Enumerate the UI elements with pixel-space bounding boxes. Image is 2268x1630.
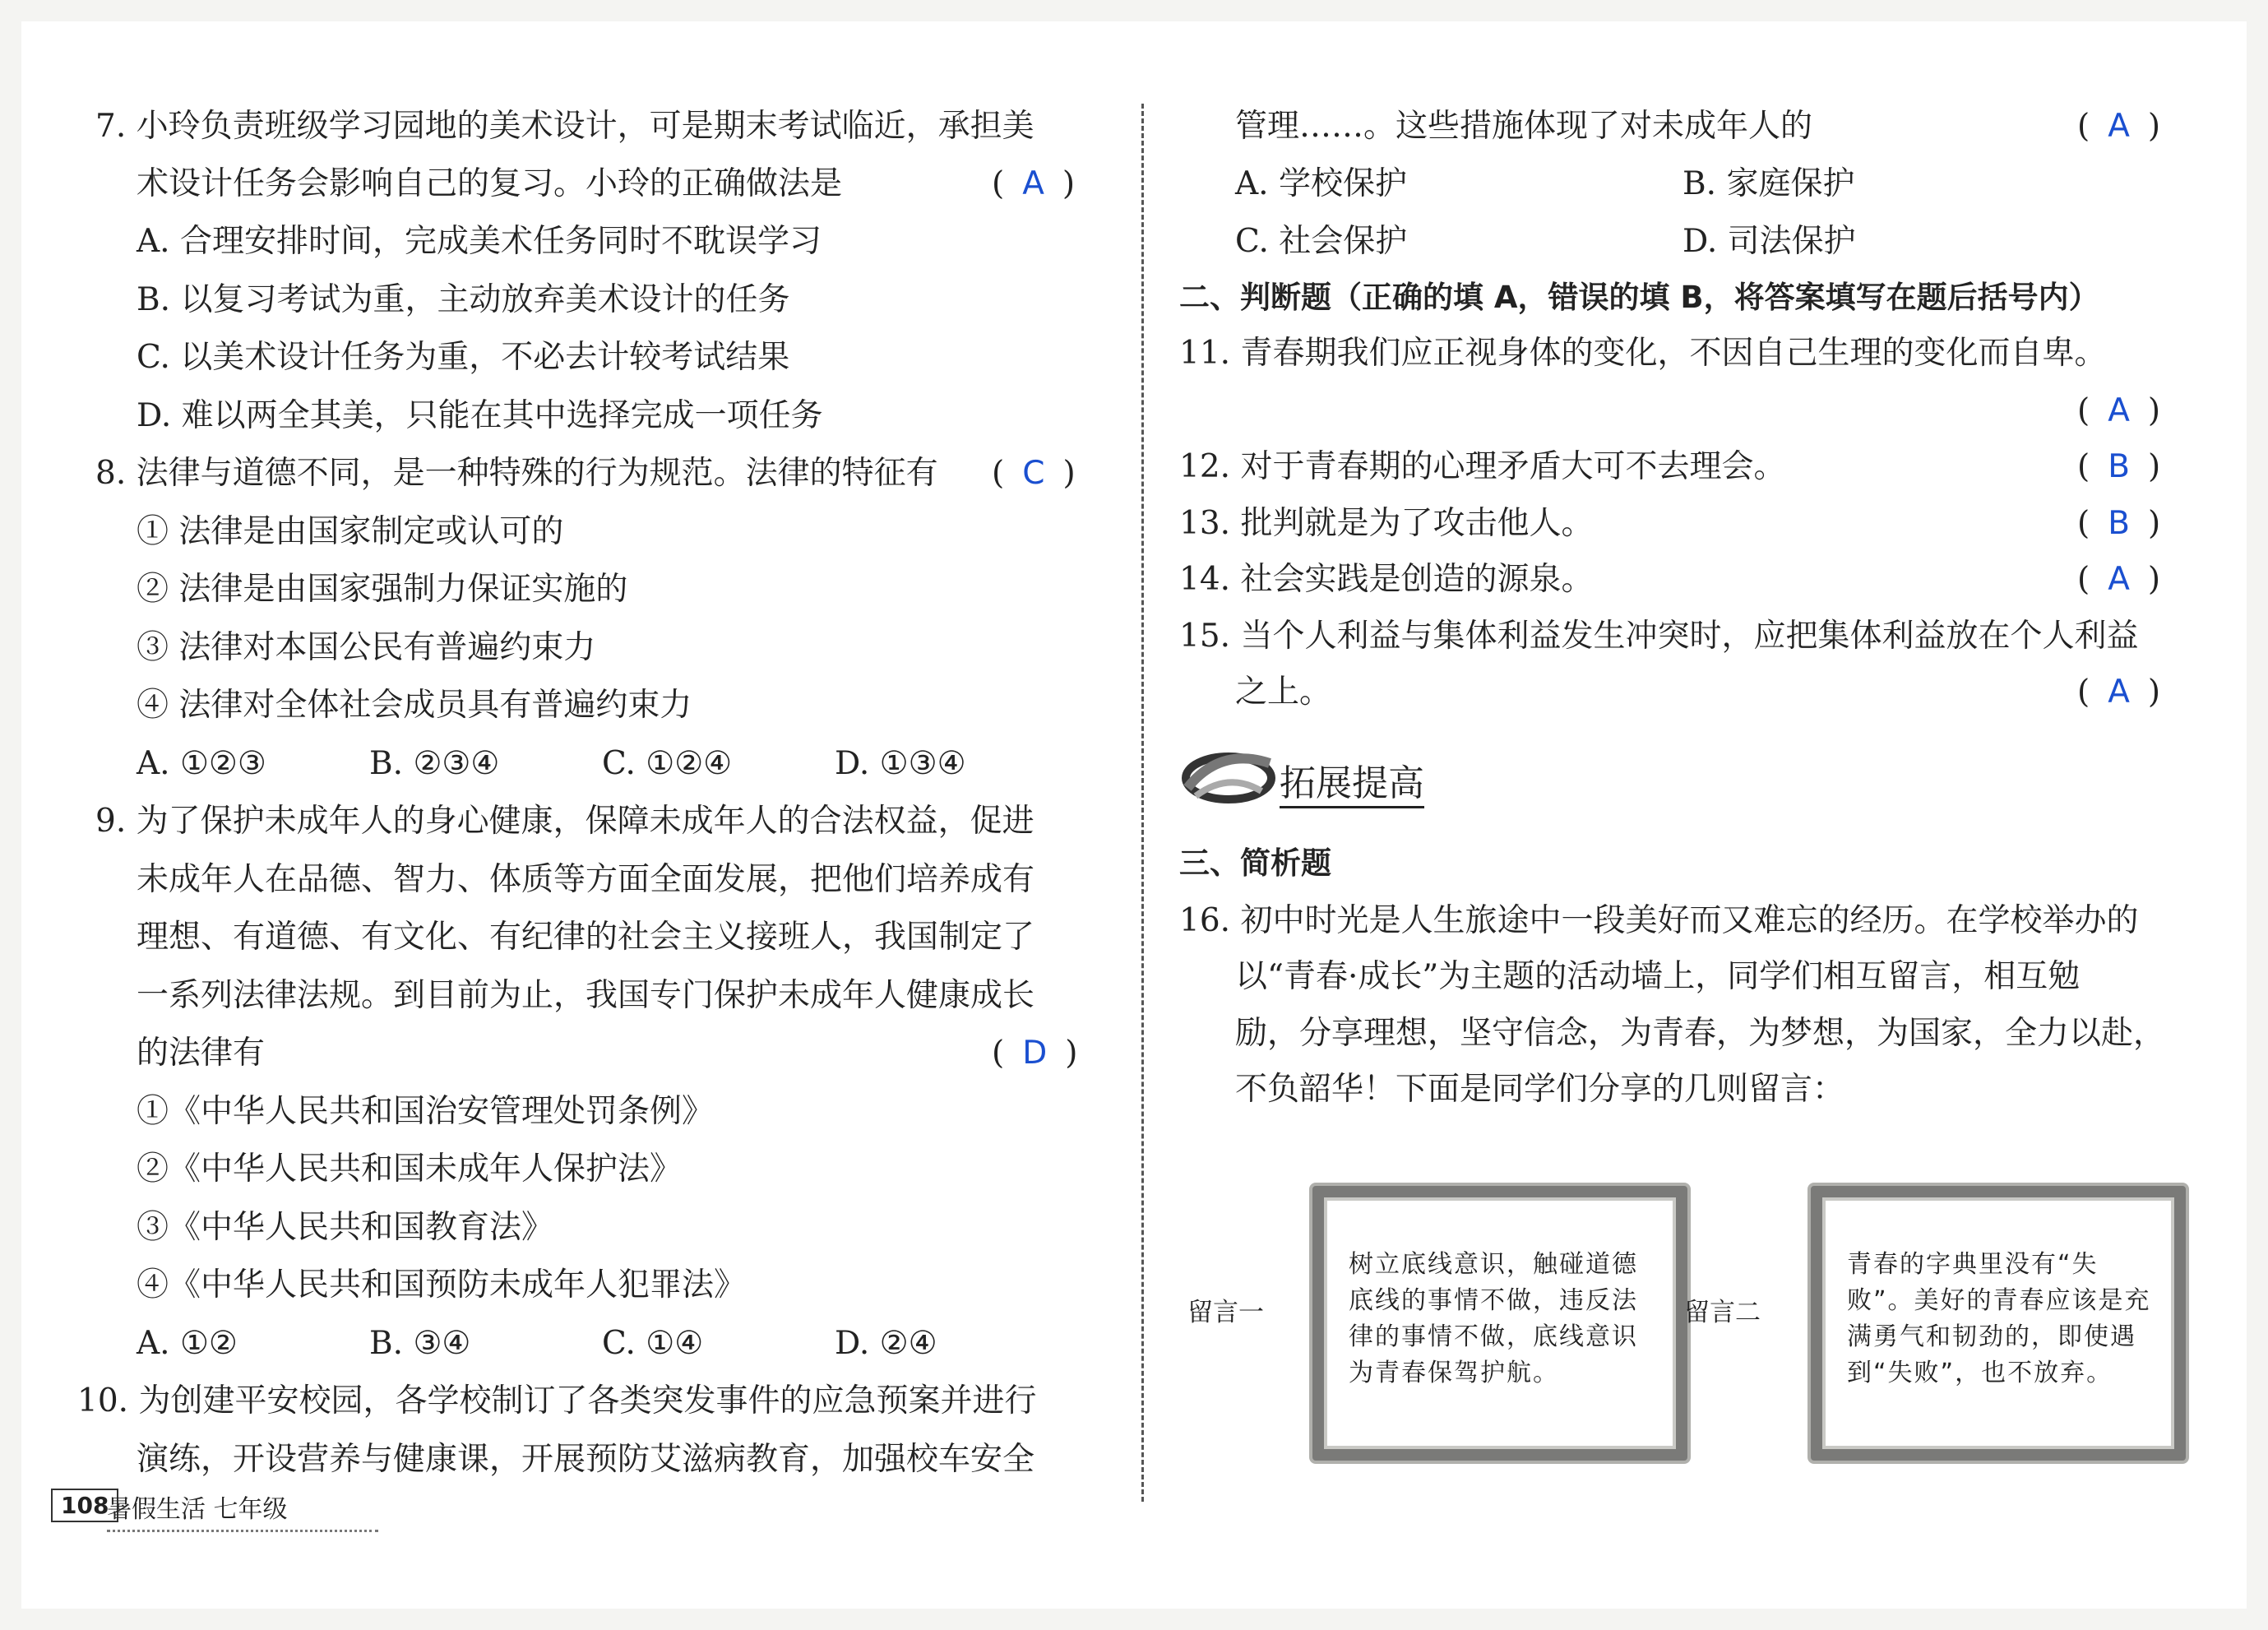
q8-option: A. ①②③ (137, 745, 266, 782)
note1-text: 树立底线意识，触碰道德底线的事情不做，违反法律的事情不做，底线意识为青春保驾护航。 (1349, 1250, 1638, 1387)
q7-option: C. 以美术设计任务为重，不必去计较考试结果 (137, 339, 790, 376)
q10-line3: 管理……。这些措施体现了对未成年人的 (1235, 108, 1813, 145)
q9-answer: ( D ) (992, 1035, 1078, 1072)
q9-item: ②《中华人民共和国未成年人保护法》 (137, 1151, 683, 1188)
q9-line: 的法律有 (137, 1035, 266, 1072)
q8-item: ① 法律是由国家制定或认可的 (137, 513, 564, 550)
q9-option: C. ①④ (602, 1325, 704, 1362)
judge-item: 13. 批判就是为了攻击他人。 (1179, 505, 1594, 542)
q8-item: ② 法律是由国家强制力保证实施的 (137, 571, 628, 608)
judge-answer: ( A ) (2077, 561, 2161, 598)
judge-answer: ( B ) (2077, 505, 2161, 542)
q10-line1: 10. 为创建平安校园，各学校制订了各类突发事件的应急预案并进行 (77, 1382, 1037, 1419)
q10-option: A. 学校保护 (1235, 165, 1407, 202)
banner-title: 拓展提高 (1280, 762, 1424, 808)
q8-item: ③ 法律对本国公民有普遍约束力 (137, 629, 596, 666)
q10-line2: 演练，开设营养与健康课，开展预防艾滋病教育，加强校车安全 (137, 1441, 1035, 1478)
q16-line: 励，分享理想，坚守信念，为青春，为梦想，为国家，全力以赴， (1235, 1015, 2166, 1052)
q10-option: B. 家庭保护 (1682, 165, 1855, 202)
q9-line: 未成年人在品德、智力、体质等方面全面发展，把他们培养成有 (137, 861, 1035, 898)
judge-answer: ( A ) (2077, 392, 2161, 429)
note2-frame (1811, 1186, 2186, 1461)
page-number: 108 (51, 1489, 118, 1522)
q9-option: D. ②④ (835, 1325, 937, 1362)
column-divider (1141, 104, 1144, 1502)
judge-item: 12. 对于青春期的心理矛盾大可不去理会。 (1179, 448, 1786, 485)
workbook-page (21, 21, 2247, 1609)
judge-answer: ( B ) (2077, 448, 2161, 485)
banner-swoosh-icon (1179, 739, 1278, 813)
q8-option: B. ②③④ (369, 745, 500, 782)
note1-label: 留言一 (1187, 1298, 1264, 1327)
q16-line: 以“青春·成长”为主题的活动墙上，同学们相互留言，相互勉 (1235, 958, 2081, 995)
q8-line1: 8. 法律与道德不同，是一种特殊的行为规范。法律的特征有 (95, 455, 938, 492)
q9-option: B. ③④ (369, 1325, 471, 1362)
judge-item: 15. 当个人利益与集体利益发生冲突时，应把集体利益放在个人利益 (1179, 618, 2139, 655)
judge-item-cont: 之上。 (1235, 674, 1332, 711)
q16-line: 不负韶华！下面是同学们分享的几则留言： (1235, 1071, 1845, 1108)
q8-option: C. ①②④ (602, 745, 733, 782)
note1-frame (1312, 1186, 1687, 1461)
q16-line1: 16. 初中时光是人生旅途中一段美好而又难忘的经历。在学校举办的 (1179, 902, 2139, 939)
judge-answer: ( A ) (2077, 674, 2161, 711)
q9-line: 理想、有道德、有文化、有纪律的社会主义接班人，我国制定了 (137, 919, 1035, 956)
q8-answer: ( C ) (992, 455, 1076, 492)
q10-answer: ( A ) (2077, 108, 2161, 145)
q9-option: A. ①② (137, 1325, 238, 1362)
q7-line2: 术设计任务会影响自己的复习。小玲的正确做法是 (137, 165, 843, 202)
q7-option: D. 难以两全其美，只能在其中选择完成一项任务 (137, 397, 823, 434)
book-title: 暑假生活 七年级 (107, 1489, 378, 1532)
q9-line1: 9. 为了保护未成年人的身心健康，保障未成年人的合法权益，促进 (95, 803, 1034, 840)
q8-item: ④ 法律对全体社会成员具有普遍约束力 (137, 687, 692, 724)
q9-item: ①《中华人民共和国治安管理处罚条例》 (137, 1093, 715, 1130)
judge-item: 11. 青春期我们应正视身体的变化，不因自己生理的变化而自卑。 (1179, 335, 2107, 372)
q8-option: D. ①③④ (835, 745, 966, 782)
note2-text: 青春的字典里没有“失败”。美好的青春应该是充满勇气和韧劲的，即使遇到“失败”，也不放弃。 (1847, 1250, 2151, 1387)
q10-option: D. 司法保护 (1682, 223, 1856, 260)
q7-answer: ( A ) (992, 165, 1076, 202)
q9-item: ④《中华人民共和国预防未成年人犯罪法》 (137, 1266, 747, 1304)
q7-line1: 7. 小玲负责班级学习园地的美术设计，可是期末考试临近，承担美 (95, 108, 1034, 145)
note2-label: 留言二 (1684, 1298, 1761, 1327)
section-heading-judgment: 二、判断题（正确的填 A，错误的填 B，将答案填写在题后括号内） (1179, 280, 2099, 315)
judge-item: 14. 社会实践是创造的源泉。 (1179, 561, 1594, 598)
section-heading-analysis: 三、简析题 (1179, 845, 1331, 881)
q9-line: 一系列法律法规。到目前为止，我国专门保护未成年人健康成长 (137, 977, 1035, 1014)
q7-option: B. 以复习考试为重，主动放弃美术设计的任务 (137, 281, 790, 318)
q10-option: C. 社会保护 (1235, 223, 1408, 260)
q7-option: A. 合理安排时间，完成美术任务同时不耽误学习 (137, 223, 822, 260)
q9-item: ③《中华人民共和国教育法》 (137, 1209, 554, 1246)
